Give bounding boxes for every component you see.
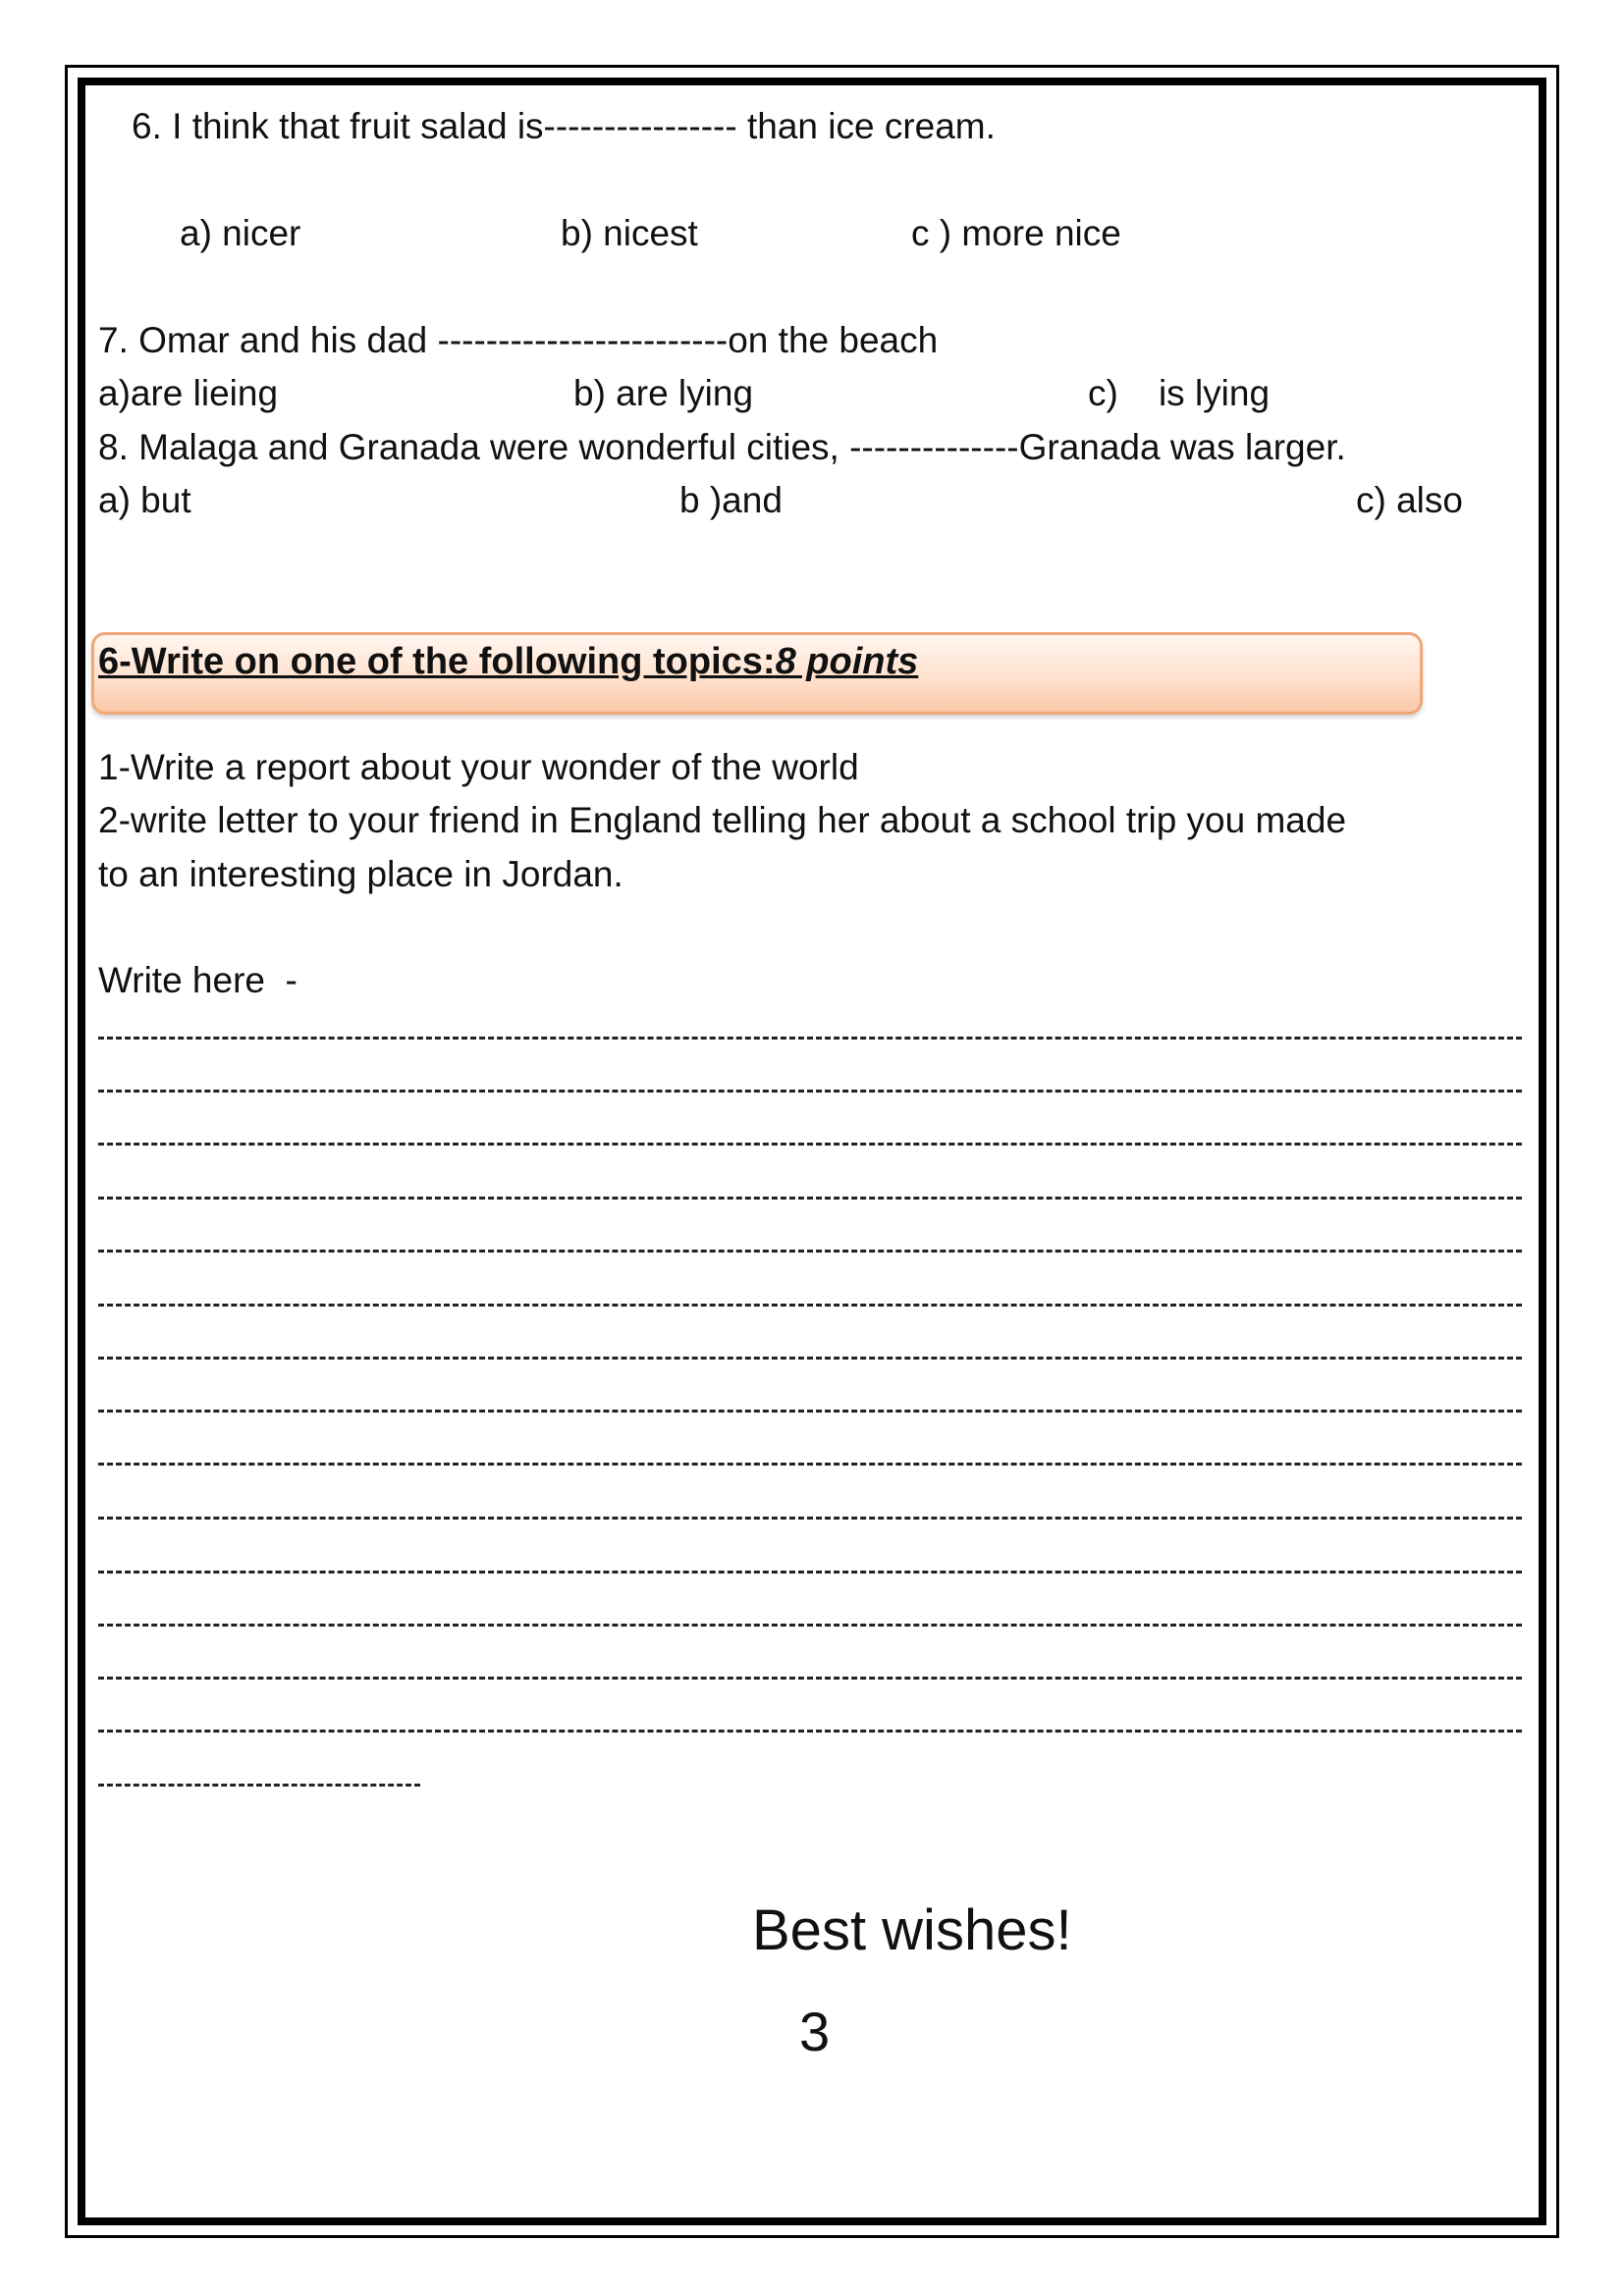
writing-line[interactable] xyxy=(98,1410,1522,1413)
writing-line[interactable] xyxy=(98,1463,1522,1466)
question-6-option-a[interactable]: a) nicer xyxy=(180,213,301,253)
question-7-option-a[interactable]: a)are lieing xyxy=(98,373,279,413)
topic-2-line-2: to an interesting place in Jordan. xyxy=(98,854,623,894)
writing-line[interactable] xyxy=(98,1304,1522,1307)
question-8-option-b[interactable]: b )and xyxy=(679,480,783,520)
question-6-option-c[interactable]: c ) more nice xyxy=(911,213,1121,253)
question-8-stem: 8. Malaga and Granada were wonderful cities, --------------Granada was larger. xyxy=(98,427,1346,467)
question-8-option-a[interactable]: a) but xyxy=(98,480,191,520)
writing-line[interactable] xyxy=(98,1517,1522,1520)
writing-line[interactable] xyxy=(98,1571,1522,1574)
writing-line[interactable] xyxy=(98,1357,1522,1360)
writing-line[interactable] xyxy=(98,1143,1522,1146)
writing-line[interactable] xyxy=(98,1090,1522,1093)
writing-line[interactable] xyxy=(98,1730,1522,1733)
writing-line[interactable] xyxy=(98,1624,1522,1627)
closing-text: Best wishes! xyxy=(752,1898,1072,1962)
question-8-option-c[interactable]: c) also xyxy=(1356,480,1463,520)
question-6-stem: 6. I think that fruit salad is---------------- than ice cream. xyxy=(132,106,996,146)
write-here-label: Write here - xyxy=(98,960,298,1000)
question-7-stem: 7. Omar and his dad ------------------------on the beach xyxy=(98,320,939,360)
page-number: 3 xyxy=(799,2001,831,2062)
topic-2-line-1: 2-write letter to your friend in England telling her about a school trip you made xyxy=(98,800,1347,840)
topic-1: 1-Write a report about your wonder of the world xyxy=(98,747,859,787)
question-7-option-c[interactable]: c) is lying xyxy=(1088,373,1271,413)
writing-line[interactable] xyxy=(98,1037,1522,1040)
writing-line[interactable] xyxy=(98,1677,1522,1680)
writing-line[interactable] xyxy=(98,1197,1522,1200)
writing-line[interactable] xyxy=(98,1784,420,1787)
question-6-option-b[interactable]: b) nicest xyxy=(561,213,698,253)
section-heading-title: 6-Write on one of the following topics: xyxy=(98,641,776,682)
section-heading-points: 8 points xyxy=(775,641,919,682)
section-heading xyxy=(98,640,918,683)
writing-line[interactable] xyxy=(98,1250,1522,1253)
question-7-option-b[interactable]: b) are lying xyxy=(573,373,754,413)
